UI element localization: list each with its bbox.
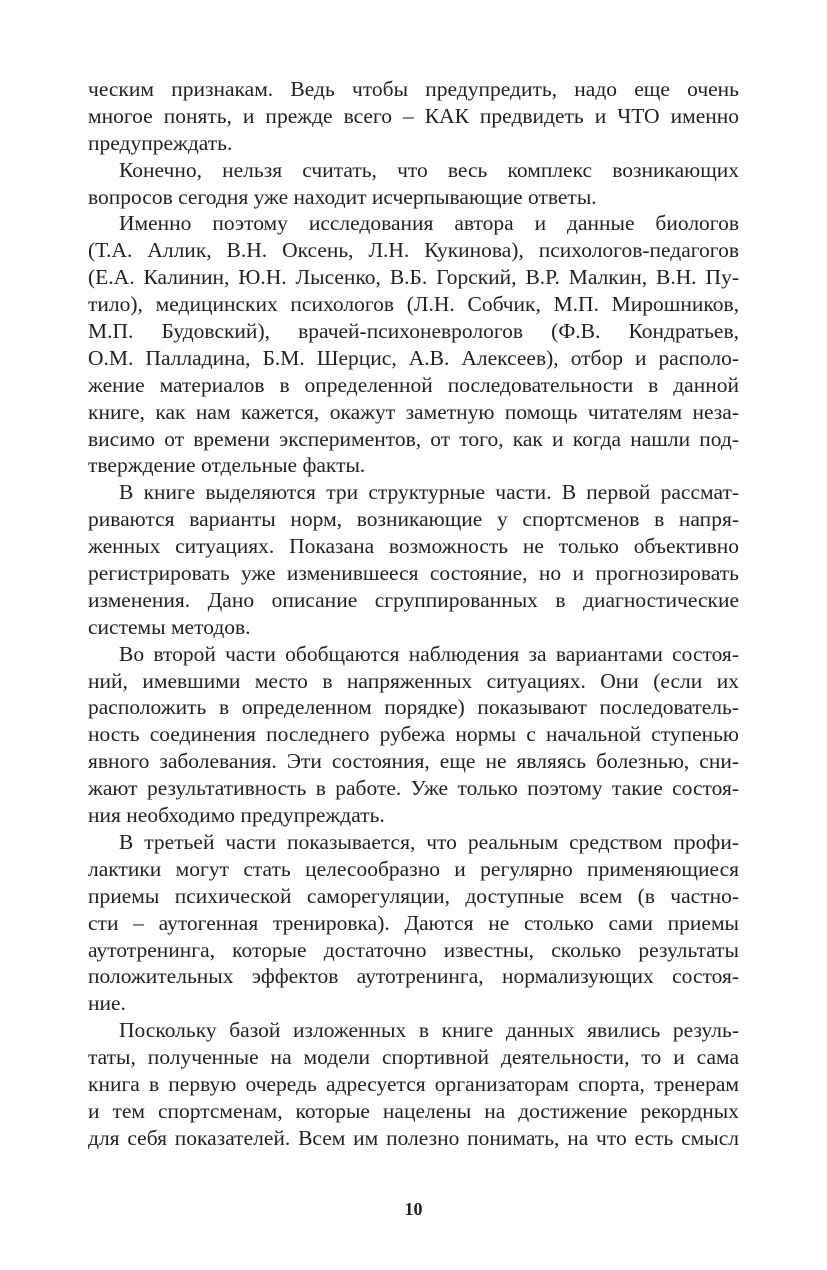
text-line: Поскольку базой изложенных в книге данных явились резуль- [119, 1018, 739, 1043]
text-line: и тем спортсменам, которые нацелены на достижение рекордных [88, 1098, 739, 1123]
text-line: висимо от времени экспериментов, от того, как и когда нашли под- [88, 426, 739, 451]
text-line: (Т.А. Аллик, В.Н. Оксень, Л.Н. Кукинова), психологов-педагогов [88, 238, 739, 263]
page-number: 10 [404, 1199, 423, 1219]
text-line: книга в первую очередь адресуется организаторам спорта, тренерам [88, 1071, 739, 1096]
text-line: положительных эффектов аутотренинга, нормализующих состоя- [88, 964, 739, 989]
text-line: (Е.А. Калинин, Ю.Н. Лысенко, В.Б. Горский, В.Р. Малкин, В.Н. Пу- [88, 265, 739, 290]
text-line: ческим признакам. Ведь чтобы предупредить, надо еще очень [88, 77, 739, 101]
text-line: ния необходимо предупреждать. [88, 803, 385, 828]
text-line: жение материалов в определенной последовательности в данной [88, 372, 739, 397]
text-line: многое понять, и прежде всего – КАК предвидеть и ЧТО именно [88, 103, 739, 128]
text-line: сти – аутогенная тренировка). Даются не столько сами приемы [88, 910, 739, 935]
text-line: жают результативность в работе. Уже только поэтому такие состоя- [88, 776, 739, 801]
text-line: книге, как нам кажется, окажут заметную помощь читателям неза- [88, 399, 739, 424]
book-page [88, 0, 739, 1270]
body-text [88, 76, 739, 1152]
text-line: регистрировать уже изменившееся состояние, но и прогнозировать [88, 561, 739, 586]
paragraph [88, 157, 739, 211]
paragraph [88, 210, 739, 479]
text-line: тверждение отдельные факты. [88, 453, 366, 478]
text-line: таты, полученные на модели спортивной деятельности, то и сама [88, 1045, 739, 1070]
text-line: риваются варианты норм, возникающие у спортсменов в напря- [88, 507, 739, 532]
text-line: предупреждать. [88, 130, 233, 155]
paragraph [88, 479, 739, 640]
text-line: лактики могут стать целесообразно и регулярно применяющиеся [88, 856, 739, 881]
text-line: ний, имевшими место в напряженных ситуациях. Они (если их [88, 668, 739, 693]
text-line: О.М. Палладина, Б.М. Шерцис, А.В. Алексеев), отбор и располо- [88, 345, 739, 370]
text-line: М.П. Будовский), врачей-психоневрологов (Ф.В. Кондратьев, [88, 319, 739, 344]
text-line: аутотренинга, которые достаточно известны, сколько результаты [88, 937, 739, 962]
text-line: системы методов. [88, 614, 251, 639]
paragraph [88, 829, 739, 1017]
text-line: Во второй части обобщаются наблюдения за вариантами состоя- [119, 641, 739, 666]
text-line: В третьей части показывается, что реальным средством профи- [119, 829, 739, 854]
text-line: вопросов сегодня уже находит исчерпывающие ответы. [88, 184, 597, 209]
paragraph [88, 1017, 739, 1151]
text-line: изменения. Дано описание сгруппированных в диагностические [88, 587, 739, 612]
text-line: расположить в определенном порядке) показывают последователь- [88, 695, 739, 720]
text-line: женных ситуациях. Показана возможность не только объективно [88, 534, 739, 559]
text-line: В книге выделяются три структурные части. В первой рассмат- [119, 480, 739, 505]
text-line: ность соединения последнего рубежа нормы с начальной ступенью [88, 722, 739, 747]
paragraph [88, 641, 739, 829]
text-line: ние. [88, 991, 126, 1016]
text-line: приемы психической саморегуляции, доступные всем (в частно- [88, 883, 739, 908]
text-line: для себя показателей. Всем им полезно понимать, на что есть смысл [88, 1125, 739, 1150]
text-line: тило), медицинских психологов (Л.Н. Собчик, М.П. Мирошников, [88, 292, 739, 317]
paragraph [88, 76, 739, 157]
text-line: явного заболевания. Эти состояния, еще не являясь болезнью, сни- [88, 749, 739, 774]
text-line: Конечно, нельзя считать, что весь комплекс возникающих [119, 157, 739, 182]
text-line: Именно поэтому исследования автора и данные биологов [119, 211, 739, 236]
